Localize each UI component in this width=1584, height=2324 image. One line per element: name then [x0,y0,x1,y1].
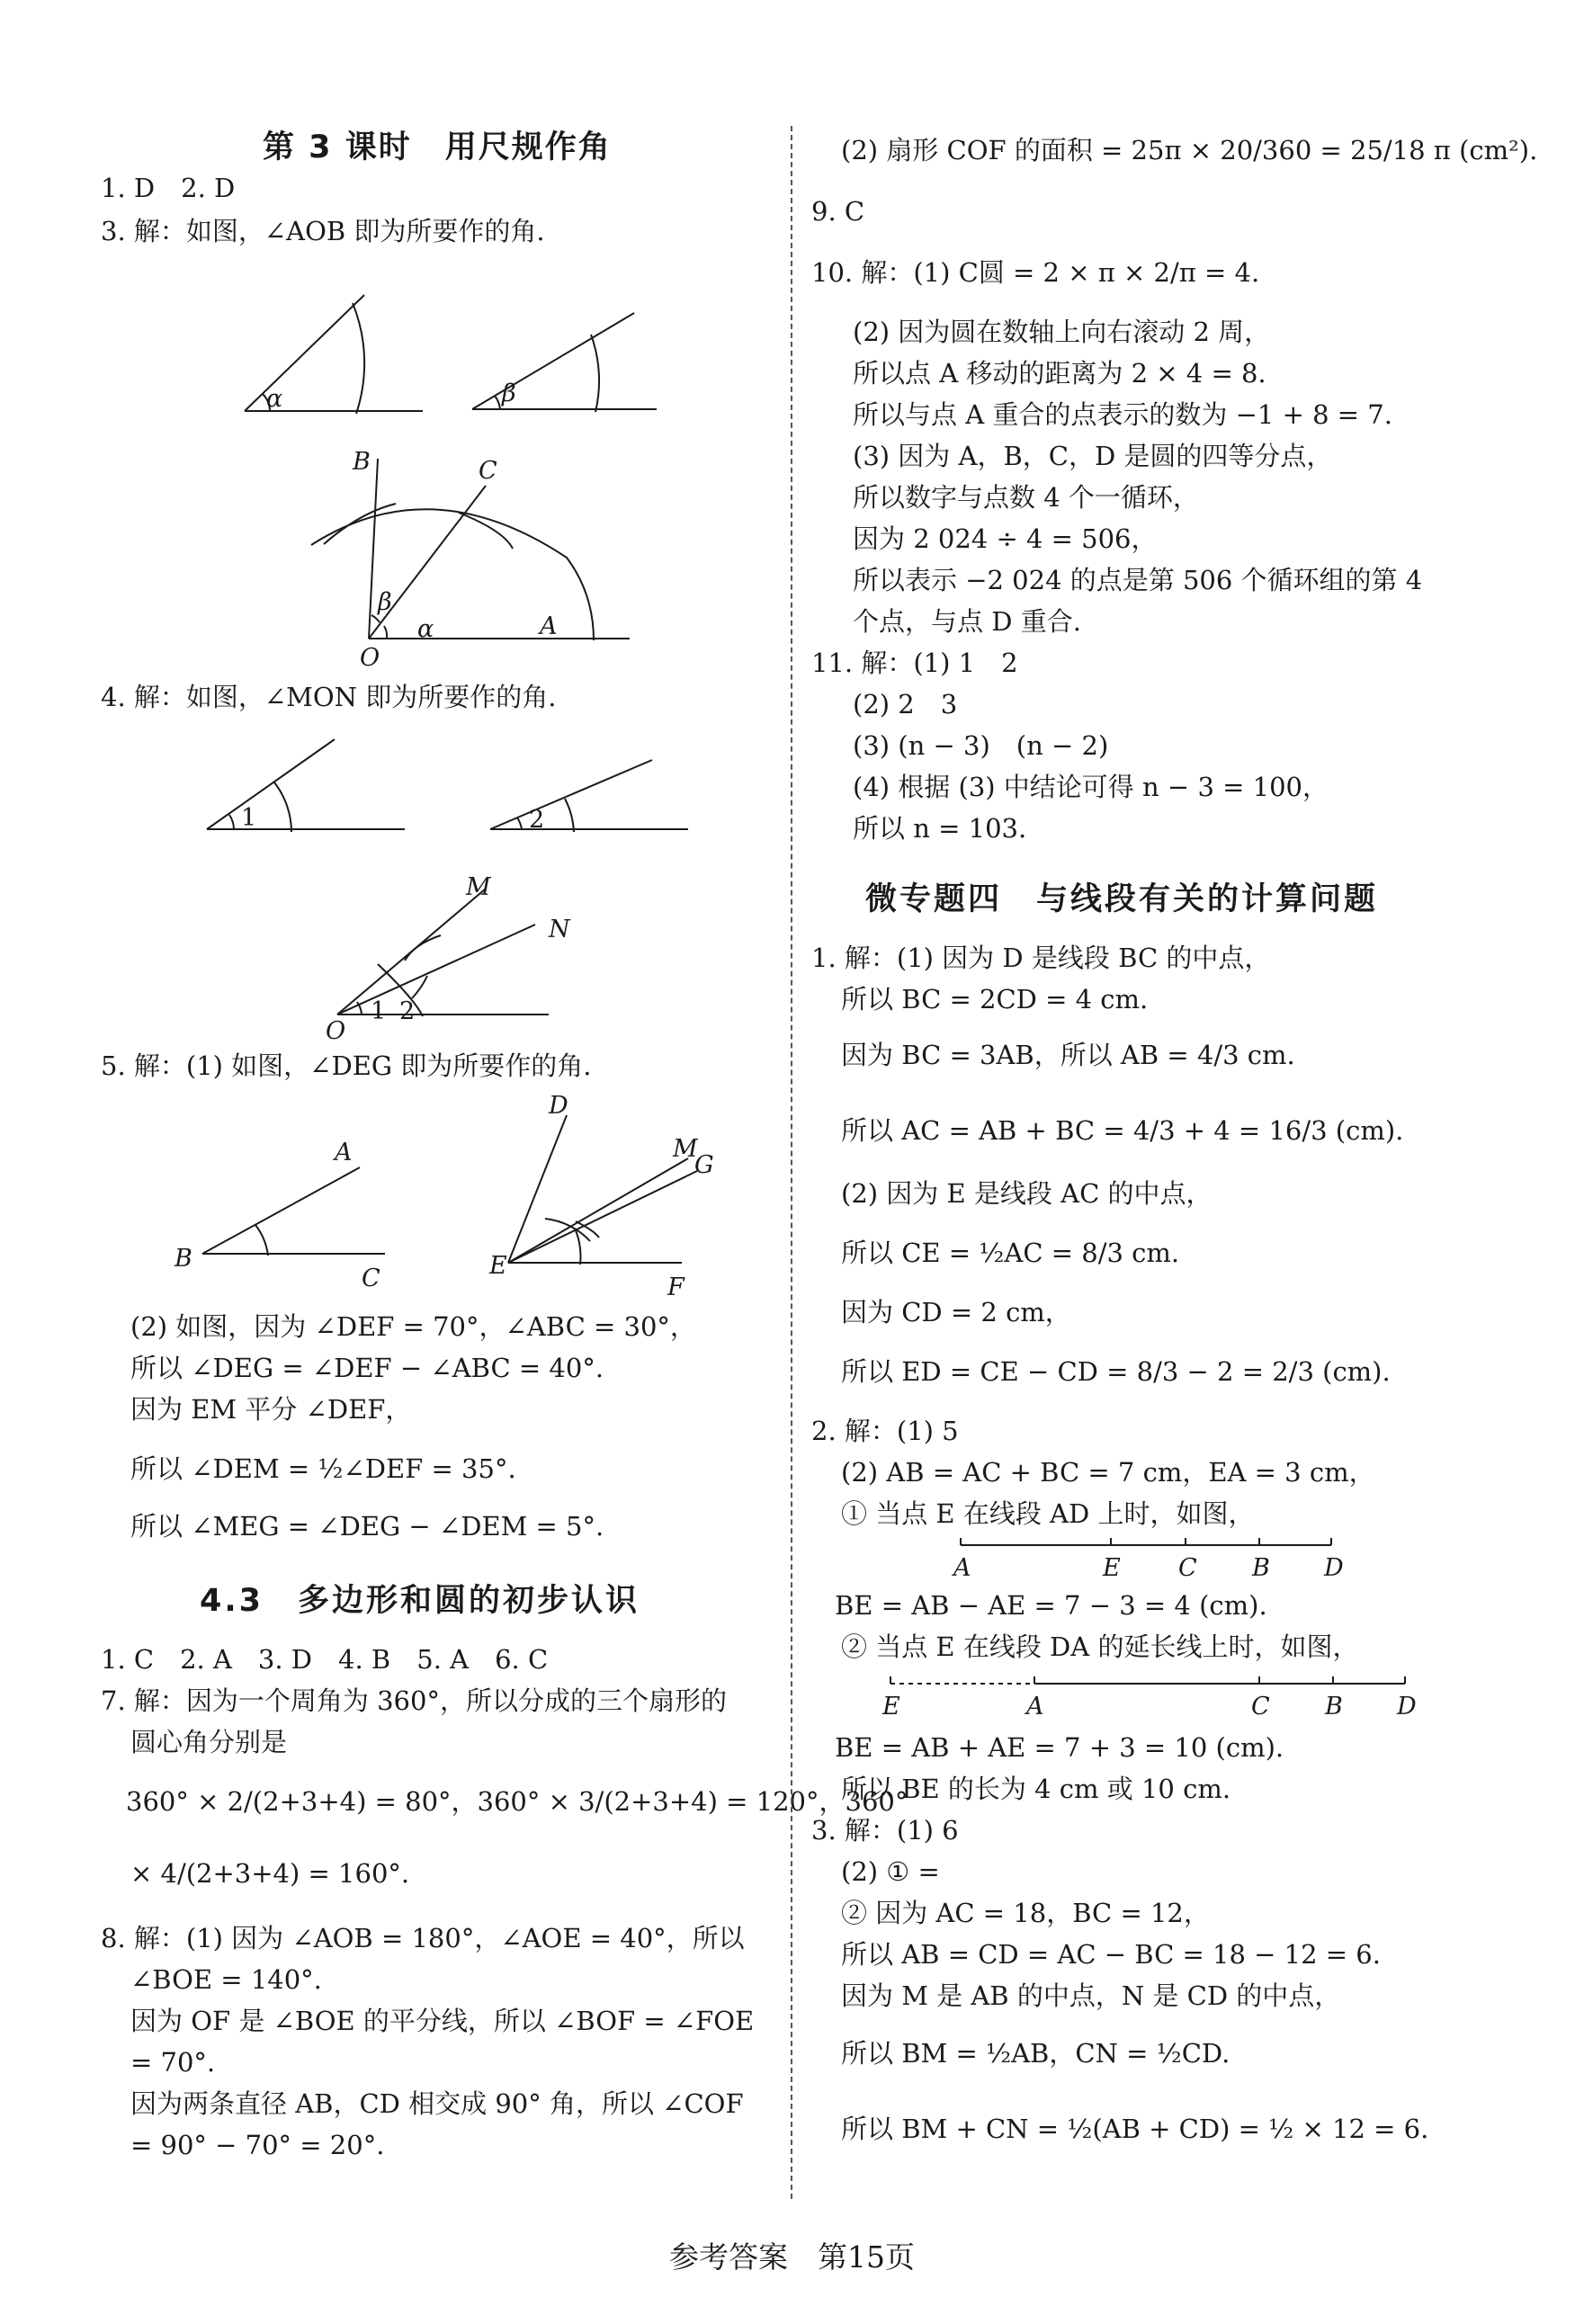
answer-line: 所以 ∠MEG = ∠DEG − ∠DEM = 5°. [130,1511,604,1542]
fig3-label-B: B [353,448,371,476]
fig5-label-A: A [335,1139,353,1166]
answer-line: 1. C 2. A 3. D 4. B 5. A 6. C [101,1644,549,1675]
fig5-label-G: G [694,1151,714,1179]
answer-line: 圆心角分别是 [130,1727,288,1757]
answer-line: × 4/(2+3+4) = 160°. [130,1858,410,1889]
answer-line: (2) 因为 E 是线段 AC 的中点， [841,1178,1213,1209]
fig5-label-E: E [489,1252,507,1280]
fig5-label-M: M [673,1135,698,1163]
answer-line: 因为 2 024 ÷ 4 = 506， [853,523,1158,554]
seg2-label-E: E [882,1693,900,1721]
answer-line: (2) 2 3 [853,689,958,720]
seg2-label-B: B [1325,1693,1343,1721]
answer-line: 11. 解：(1) 1 2 [811,648,1018,678]
answer-line: 所以 ∠DEM = ½∠DEF = 35°. [130,1453,516,1484]
answer-line: (2) 因为圆在数轴上向右滚动 2 周， [853,317,1271,347]
answer-line: 3. 解：(1) 6 [811,1815,959,1846]
fig5-label-C: C [362,1265,380,1292]
fig4-label-2: 2 [529,806,545,834]
answer-line: ② 因为 AC = 18，BC = 12， [841,1898,1210,1928]
answer-line: 所以 BM + CN = ½(AB + CD) = ½ × 12 = 6. [841,2114,1429,2144]
fig5-label-F: F [667,1274,685,1301]
seg2-label-A: A [1026,1693,1044,1721]
answer-line: 个点，与点 D 重合. [853,606,1081,637]
answer-line: ∠BOE = 140°. [130,1964,322,1995]
fig4-label-2b: 2 [399,997,416,1025]
seg1-label-A: A [953,1554,971,1582]
answer-line: ② 当点 E 在线段 DA 的延长线上时，如图， [841,1631,1359,1662]
answer-line: 10. 解：(1) C圆 = 2 × π × 2/π = 4. [811,257,1260,288]
answer-line: 所以 BM = ½AB，CN = ½CD. [841,2038,1231,2069]
fig3-label-O: O [360,644,380,672]
seg1-label-B: B [1252,1554,1270,1582]
seg1-label-E: E [1103,1554,1121,1582]
answer-line: 7. 解：因为一个周角为 360°，所以分成的三个扇形的 [101,1685,727,1716]
fig3-label-beta-2: β [378,588,392,616]
fig4-label-1: 1 [241,804,257,832]
fig4-label-1b: 1 [371,997,387,1025]
answer-line: 所以 BE 的长为 4 cm 或 10 cm. [841,1774,1231,1804]
answer-line: 因为两条直径 AB，CD 相交成 90° 角，所以 ∠COF [130,2088,744,2119]
section-title-micro-topic-4: 微专题四 与线段有关的计算问题 [865,881,1379,917]
fig3-label-alpha-2: α [417,615,434,643]
seg2-label-D: D [1397,1693,1417,1721]
answer-line: 3. 解：如图，∠AOB 即为所要作的角. [101,216,545,246]
fig5-label-D: D [549,1092,568,1120]
answer-line: (2) 如图，因为 ∠DEF = 70°，∠ABC = 30°， [130,1311,696,1342]
fig3-label-C: C [479,457,497,485]
answer-line: 所以 n = 103. [853,813,1027,844]
seg2-label-C: C [1251,1693,1270,1721]
fig4-label-O: O [326,1017,346,1045]
fig3-label-beta: β [502,380,516,407]
answer-line: 所以 AB = CD = AC − BC = 18 − 12 = 6. [841,1939,1381,1970]
answer-line: 2. 解：(1) 5 [811,1416,959,1446]
fig4-label-M: M [466,873,491,901]
answer-line: 1. 解：(1) 因为 D 是线段 BC 的中点， [811,943,1271,973]
answer-line: 所以点 A 移动的距离为 2 × 4 = 8. [853,358,1266,389]
section-title-lesson3: 第 3 课时 用尺规作角 [263,130,612,165]
answer-line: 所以与点 A 重合的点表示的数为 −1 + 8 = 7. [853,399,1392,430]
answer-line: = 90° − 70° = 20°. [130,2130,385,2160]
answer-line: 9. C [811,196,865,227]
answer-line: 因为 OF 是 ∠BOE 的平分线，所以 ∠BOF = ∠FOE [130,2006,755,2036]
answer-line: 5. 解：(1) 如图，∠DEG 即为所要作的角. [101,1050,592,1081]
figure-segment-case-2 [873,1669,1448,1725]
answer-line: = 70°. [130,2047,216,2078]
answer-line: BE = AB − AE = 7 − 3 = 4 (cm). [835,1590,1267,1621]
answer-line: 因为 M 是 AB 的中点，N 是 CD 的中点， [841,1980,1341,2011]
answer-line: 所以 ∠DEG = ∠DEF − ∠ABC = 40°. [130,1353,604,1383]
answer-line: 所以 CE = ½AC = 8/3 cm. [841,1238,1180,1268]
fig4-label-N: N [549,916,570,943]
answer-line: 8. 解：(1) 因为 ∠AOB = 180°，∠AOE = 40°，所以 [101,1923,745,1953]
answer-line: 360° × 2/(2+3+4) = 80°，360° × 3/(2+3+4) = 120°，360° [126,1786,908,1817]
answer-line: (2) AB = AC + BC = 7 cm，EA = 3 cm， [841,1457,1375,1488]
fig3-label-alpha: α [266,385,283,413]
answer-line: (4) 根据 (3) 中结论可得 n − 3 = 100， [853,772,1329,802]
answer-line: (3) (n − 3) (n − 2) [853,730,1109,761]
fig5-label-B: B [175,1245,192,1273]
answer-line: 4. 解：如图，∠MON 即为所要作的角. [101,682,557,712]
figure-angle-construction-3 [90,270,774,684]
figure-angle-construction-5 [90,1092,774,1311]
answer-line: BE = AB + AE = 7 + 3 = 10 (cm). [835,1732,1284,1763]
page-footer: 参考答案 第15页 [669,2239,915,2275]
seg1-label-C: C [1178,1554,1197,1582]
answer-line: 因为 CD = 2 cm， [841,1297,1071,1327]
section-title-4-3: 4.3 多边形和圆的初步认识 [200,1583,640,1619]
answer-line: 因为 EM 平分 ∠DEF， [130,1394,412,1425]
answer-line: (3) 因为 A，B，C，D 是圆的四等分点， [853,441,1333,471]
answer-line: 因为 BC = 3AB，所以 AB = 4/3 cm. [841,1040,1295,1070]
answer-line: (2) ① = [841,1856,940,1887]
answer-line: ① 当点 E 在线段 AD 上时，如图， [841,1498,1255,1529]
answer-line: 1. D 2. D [101,173,236,203]
answer-line: 所以 BC = 2CD = 4 cm. [841,984,1149,1015]
answer-line: 所以数字与点数 4 个一循环， [853,482,1199,513]
answer-line: 所以 ED = CE − CD = 8/3 − 2 = 2/3 (cm). [841,1356,1391,1387]
figure-angle-construction-4 [90,728,774,1045]
column-divider [791,126,792,2199]
answer-line: (2) 扇形 COF 的面积 = 25π × 20/360 = 25/18 π (cm²). [841,135,1538,165]
answer-line: 所以表示 −2 024 的点是第 506 个循环组的第 4 [853,565,1423,595]
figure-segment-case-1 [944,1534,1412,1590]
fig3-label-A: A [540,612,558,640]
seg1-label-D: D [1324,1554,1344,1582]
answer-line: 所以 AC = AB + BC = 4/3 + 4 = 16/3 (cm). [841,1115,1404,1146]
